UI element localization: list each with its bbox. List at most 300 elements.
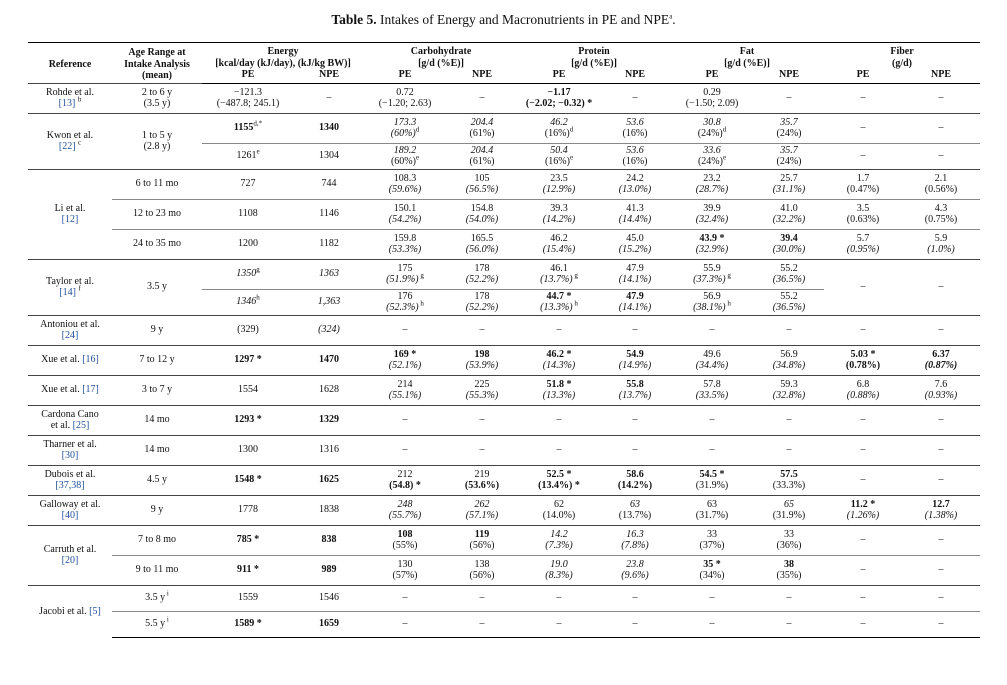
- cell-line: [448, 618, 516, 630]
- value-cell: [754, 113, 824, 143]
- cell-line: [366, 529, 444, 541]
- cell-value: –: [556, 592, 562, 604]
- reference-citation-link[interactable]: [16]: [82, 354, 99, 366]
- cell-line: [366, 540, 444, 552]
- value-cell: [824, 405, 902, 435]
- cell-value: (56%): [469, 540, 495, 551]
- cell-value: (7.8%): [621, 540, 649, 551]
- reference-citation-link[interactable]: [40]: [61, 510, 79, 521]
- cell-value: (13.0%): [618, 184, 652, 195]
- cell-value: (14.4%): [618, 214, 652, 225]
- cell-line: [602, 559, 668, 571]
- cell-value: –: [479, 444, 485, 456]
- reference-citation-link[interactable]: [14]: [59, 287, 76, 298]
- reference-name: Tharner et al.: [43, 438, 97, 450]
- cell-value: 39.3: [550, 202, 568, 214]
- footnote-mark: h: [418, 299, 424, 308]
- cell-line: [826, 510, 900, 522]
- cell-value: (0.63%): [846, 214, 880, 225]
- cell-line: [448, 173, 516, 185]
- cell-value: (38.1%): [693, 302, 726, 313]
- cell-value: –: [402, 618, 408, 630]
- cell-value: (13.7%): [618, 510, 652, 521]
- cell-value: 54.9: [626, 348, 644, 360]
- cell-line: [672, 125, 752, 140]
- cell-value: (60%): [390, 128, 416, 139]
- value-cell: [446, 315, 518, 345]
- value-cell: [518, 259, 600, 289]
- significance-mark: *: [572, 480, 580, 491]
- significance-mark: *: [717, 232, 725, 244]
- significance-mark: *: [867, 498, 876, 510]
- cell-value: –: [938, 474, 944, 486]
- cell-value: 1548: [234, 474, 255, 486]
- cell-line: [296, 592, 362, 604]
- value-cell: [202, 229, 294, 259]
- cell-value: (52.2%): [465, 274, 499, 285]
- value-cell: [670, 199, 754, 229]
- value-cell: [446, 435, 518, 465]
- reference-citation-link[interactable]: [30]: [61, 450, 79, 461]
- cell-line: [672, 510, 752, 522]
- reference-cell: [28, 83, 112, 113]
- cell-value: (57.1%): [465, 510, 499, 521]
- age-line: [114, 238, 200, 250]
- cell-value: –: [938, 324, 944, 336]
- value-cell: [824, 375, 902, 405]
- cell-value: 159.8: [393, 232, 417, 244]
- cell-value: 56.9: [703, 290, 721, 302]
- cell-value: –: [632, 92, 638, 104]
- cell-value: (14.9%): [618, 360, 652, 371]
- cell-value: 0.72: [396, 86, 414, 98]
- cell-value: 47.9: [626, 290, 644, 302]
- cell-line: [756, 349, 822, 361]
- cell-value: (33.3%): [772, 480, 806, 491]
- value-cell: [518, 169, 600, 199]
- cell-line: [672, 203, 752, 215]
- cell-line: [904, 534, 978, 546]
- cell-value: (60%): [390, 156, 416, 167]
- value-cell: [518, 525, 600, 555]
- value-cell: [670, 435, 754, 465]
- cell-value: 56.9: [780, 348, 798, 360]
- value-cell: [754, 345, 824, 375]
- cell-line: [520, 349, 598, 361]
- reference-cell: [28, 435, 112, 465]
- footnote-mark: g: [725, 271, 731, 280]
- cell-value: 39.9: [703, 202, 721, 214]
- table-caption: [0, 12, 1007, 28]
- cell-value: (55%): [392, 540, 418, 551]
- cell-line: [204, 238, 292, 250]
- cell-value: 1340: [319, 122, 339, 134]
- age-value: 24 to 35 mo: [132, 238, 182, 250]
- cell-value: (55.3%): [465, 390, 499, 401]
- value-cell: [824, 465, 902, 495]
- value-cell: [824, 259, 902, 315]
- cell-value: (52.3%): [386, 302, 419, 313]
- age-line: [114, 564, 200, 576]
- cell-value: 63: [630, 498, 641, 510]
- reference-cell: [28, 375, 112, 405]
- value-cell: [364, 229, 446, 259]
- col-reference: Reference: [28, 43, 112, 84]
- cell-line: [826, 592, 900, 604]
- cell-value: (15.2%): [618, 244, 652, 255]
- age-value: 14 mo: [144, 444, 170, 456]
- cell-line: [448, 128, 516, 140]
- cell-line: [366, 263, 444, 275]
- cell-line: [756, 92, 822, 104]
- cell-value: 154.8: [470, 202, 494, 214]
- age-line: [114, 504, 200, 516]
- cell-value: 1838: [319, 504, 339, 516]
- cell-value: –: [938, 564, 944, 576]
- cell-value: 1363: [319, 268, 339, 280]
- cell-value: (14.2%): [617, 480, 653, 491]
- significance-mark: *: [254, 414, 262, 426]
- cell-value: 204.4: [470, 144, 494, 156]
- cell-line: [296, 178, 362, 190]
- table-row: [28, 405, 980, 435]
- value-cell: [824, 495, 902, 525]
- cell-value: 6.8: [856, 378, 870, 390]
- caption-text: Intakes of Energy and Macronutrients in PE and NPE: [376, 12, 670, 27]
- cell-value: (0.56%): [924, 184, 958, 195]
- value-cell: [754, 611, 824, 637]
- cell-line: [448, 570, 516, 582]
- value-cell: [600, 611, 670, 637]
- cell-line: [756, 203, 822, 215]
- value-cell: [294, 611, 364, 637]
- reference-name-cont: et al.: [50, 420, 71, 431]
- cell-value: (34.8%): [772, 360, 806, 371]
- value-cell: [518, 465, 600, 495]
- cell-value: 23.8: [626, 558, 644, 570]
- col-energy-line1: Energy: [267, 46, 299, 57]
- value-cell: [754, 143, 824, 169]
- cell-line: [602, 214, 668, 226]
- reference-citation-link[interactable]: [5]: [89, 605, 101, 617]
- cell-line: [520, 414, 598, 426]
- cell-line: [826, 122, 900, 134]
- footnote-mark: g: [572, 271, 578, 280]
- cell-value: (0.88%): [846, 390, 880, 401]
- value-cell: [600, 345, 670, 375]
- cell-line: [904, 360, 978, 372]
- cell-value: 38: [784, 558, 795, 570]
- cell-value: (13.3%): [542, 390, 576, 401]
- cell-value: (0.75%): [924, 214, 958, 225]
- footnote-mark: i: [165, 589, 169, 598]
- table-row: [28, 495, 980, 525]
- cell-line: [672, 529, 752, 541]
- value-cell: [446, 229, 518, 259]
- col-fiber-npe: NPE: [902, 69, 980, 83]
- cell-line: [520, 480, 598, 492]
- cell-value: 2.1: [934, 172, 948, 184]
- cell-value: –: [709, 324, 715, 336]
- cell-value: –: [632, 414, 638, 426]
- value-cell: [202, 259, 294, 289]
- cell-value: (24%): [697, 128, 723, 139]
- cell-value: 248: [397, 498, 413, 510]
- cell-value: (0.78%): [845, 360, 881, 371]
- cell-line: [296, 384, 362, 396]
- cell-value: (24%): [776, 156, 802, 167]
- cell-line: [366, 618, 444, 630]
- age-line: [114, 384, 200, 396]
- cell-line: [602, 379, 668, 391]
- value-cell: [600, 113, 670, 143]
- cell-line: [520, 145, 598, 157]
- age-line: [114, 474, 200, 486]
- cell-line: [448, 203, 516, 215]
- cell-line: [756, 480, 822, 492]
- cell-value: 1304: [319, 150, 339, 162]
- cell-value: 30.8: [703, 116, 721, 128]
- cell-line: [602, 145, 668, 157]
- cell-value: –: [402, 444, 408, 456]
- cell-line: [672, 360, 752, 372]
- cell-value: (52.1%): [388, 360, 422, 371]
- reference-citation-link[interactable]: [37,38]: [55, 480, 85, 491]
- cell-line: [826, 534, 900, 546]
- cell-line: [520, 173, 598, 185]
- reference-name: Li et al.: [54, 202, 86, 214]
- cell-line: [826, 618, 900, 630]
- cell-line: [520, 529, 598, 541]
- col-age-line1: Age Range at: [128, 47, 186, 58]
- cell-line: [602, 263, 668, 275]
- value-cell: [670, 229, 754, 259]
- cell-value: (53.6%): [464, 480, 500, 491]
- cell-line: [756, 145, 822, 157]
- cell-line: [672, 117, 752, 129]
- cell-line: [602, 592, 668, 604]
- cell-value: 3.5: [856, 202, 870, 214]
- cell-value: (16%): [544, 156, 570, 167]
- cell-line: [904, 474, 978, 486]
- cell-line: [448, 156, 516, 168]
- reference-cell: [28, 495, 112, 525]
- value-cell: [824, 113, 902, 143]
- cell-value: –: [860, 281, 866, 293]
- cell-value: 212: [397, 468, 413, 480]
- cell-value: 1108: [238, 208, 258, 220]
- table-row: [28, 199, 980, 229]
- cell-line: [366, 390, 444, 402]
- value-cell: [600, 259, 670, 289]
- reference-citation-link[interactable]: [25]: [72, 420, 90, 431]
- cell-value: 1182: [319, 238, 339, 250]
- cell-value: 23.2: [703, 172, 721, 184]
- reference-citation-link[interactable]: [20]: [61, 555, 79, 566]
- value-cell: [202, 435, 294, 465]
- footnote-mark: i: [165, 615, 169, 624]
- col-protein-line1: Protein: [578, 46, 610, 57]
- cell-value: (54.0%): [465, 214, 499, 225]
- value-cell: [446, 611, 518, 637]
- value-cell: [518, 229, 600, 259]
- cell-value: 1659: [319, 618, 339, 630]
- value-cell: [518, 495, 600, 525]
- cell-line: [826, 324, 900, 336]
- value-cell: [518, 405, 600, 435]
- value-cell: [600, 465, 670, 495]
- cell-value: (12.9%): [542, 184, 576, 195]
- age-cell: [112, 465, 202, 495]
- cell-value: –: [556, 414, 562, 426]
- cell-line: [602, 128, 668, 140]
- cell-line: [296, 122, 362, 134]
- age-value: 1 to 5 y: [141, 129, 173, 141]
- cell-line: [520, 540, 598, 552]
- footnote-mark: e: [256, 147, 260, 156]
- cell-value: –: [402, 592, 408, 604]
- cell-line: [826, 499, 900, 511]
- age-line: [114, 534, 200, 546]
- cell-value: 47.9: [626, 262, 644, 274]
- age-cell: [112, 113, 202, 169]
- cell-line: [756, 469, 822, 481]
- cell-value: –: [786, 92, 792, 104]
- cell-value: –: [860, 534, 866, 546]
- age-value: 7 to 12 y: [139, 354, 175, 366]
- age-cell: [112, 585, 202, 611]
- cell-line: [520, 87, 598, 99]
- value-cell: [364, 199, 446, 229]
- footnote-mark: c: [78, 138, 82, 147]
- cell-value: (56.0%): [465, 244, 499, 255]
- cell-value: 1350: [236, 268, 257, 280]
- cell-value: 189.2: [393, 144, 417, 156]
- cell-value: 51.8: [546, 378, 565, 390]
- cell-value: 57.8: [703, 378, 721, 390]
- cell-line: [520, 291, 598, 303]
- cell-line: [204, 119, 292, 134]
- footnote-mark: g: [418, 271, 424, 280]
- cell-line: [366, 233, 444, 245]
- reference-citation-link[interactable]: [22]: [58, 141, 76, 152]
- age-cell: [112, 259, 202, 315]
- cell-value: 0.29: [703, 86, 721, 98]
- reference-citation-link[interactable]: [24]: [61, 330, 79, 341]
- cell-line: [366, 299, 444, 314]
- cell-line: [756, 499, 822, 511]
- cell-line: [366, 414, 444, 426]
- cell-line: [520, 125, 598, 140]
- cell-line: [904, 618, 978, 630]
- cell-value: 225: [474, 378, 490, 390]
- table-row: [28, 375, 980, 405]
- value-cell: [670, 113, 754, 143]
- table-row: [28, 259, 980, 289]
- cell-line: [602, 156, 668, 168]
- cell-value: 25.7: [780, 172, 798, 184]
- cell-value: 1300: [238, 444, 258, 456]
- cell-line: [672, 349, 752, 361]
- reference-citation-link[interactable]: [12]: [61, 214, 79, 225]
- cell-value: 33: [784, 528, 795, 540]
- cell-value: –: [632, 618, 638, 630]
- footnote-mark: g: [256, 265, 260, 274]
- age-line: [114, 98, 200, 110]
- cell-line: [296, 324, 362, 336]
- value-cell: [754, 465, 824, 495]
- value-cell: [670, 495, 754, 525]
- cell-value: 14.2: [550, 528, 568, 540]
- cell-line: [826, 203, 900, 215]
- cell-line: [520, 592, 598, 604]
- cell-value: 169: [393, 348, 409, 360]
- reference-citation-link[interactable]: [13]: [58, 98, 76, 109]
- value-cell: [754, 229, 824, 259]
- cell-value: –: [938, 618, 944, 630]
- cell-line: [904, 150, 978, 162]
- age-cell: [112, 169, 202, 199]
- cell-line: [826, 360, 900, 372]
- cell-line: [448, 510, 516, 522]
- cell-value: (8.3%): [545, 570, 573, 581]
- cell-line: [520, 233, 598, 245]
- cell-line: [904, 244, 978, 256]
- value-cell: [754, 199, 824, 229]
- cell-line: [672, 153, 752, 168]
- value-cell: [202, 585, 294, 611]
- value-cell: [294, 199, 364, 229]
- cell-line: [520, 271, 598, 286]
- value-cell: [446, 465, 518, 495]
- cell-line: [672, 379, 752, 391]
- value-cell: [824, 199, 902, 229]
- cell-line: [366, 87, 444, 99]
- cell-line: [904, 214, 978, 226]
- cell-line: [826, 474, 900, 486]
- cell-value: (36.5%): [772, 274, 806, 285]
- cell-line: [904, 510, 978, 522]
- reference-cell: [28, 405, 112, 435]
- value-cell: [202, 143, 294, 169]
- value-cell: [446, 169, 518, 199]
- cell-line: [602, 570, 668, 582]
- cell-line: [448, 263, 516, 275]
- cell-value: (32.8%): [772, 390, 806, 401]
- col-protein-line2: [g/d (%E)]: [571, 57, 617, 69]
- cell-line: [448, 444, 516, 456]
- significance-mark: *: [254, 474, 262, 486]
- cell-line: [756, 128, 822, 140]
- reference-citation-link[interactable]: [17]: [82, 384, 99, 396]
- value-cell: [754, 289, 824, 315]
- cell-value: 1261: [236, 150, 257, 162]
- cell-value: (36.5%): [772, 302, 806, 313]
- cell-line: [756, 529, 822, 541]
- cell-line: [520, 203, 598, 215]
- value-cell: [902, 199, 980, 229]
- footnote-mark: e: [722, 153, 727, 162]
- cell-value: 63: [707, 498, 718, 510]
- col-fiber-pe: PE: [824, 69, 902, 83]
- value-cell: [446, 495, 518, 525]
- cell-value: 46.2: [550, 116, 568, 128]
- cell-line: [520, 360, 598, 372]
- value-cell: [446, 405, 518, 435]
- cell-value: –: [860, 592, 866, 604]
- footnote-mark: h: [572, 299, 578, 308]
- cell-value: –: [786, 618, 792, 630]
